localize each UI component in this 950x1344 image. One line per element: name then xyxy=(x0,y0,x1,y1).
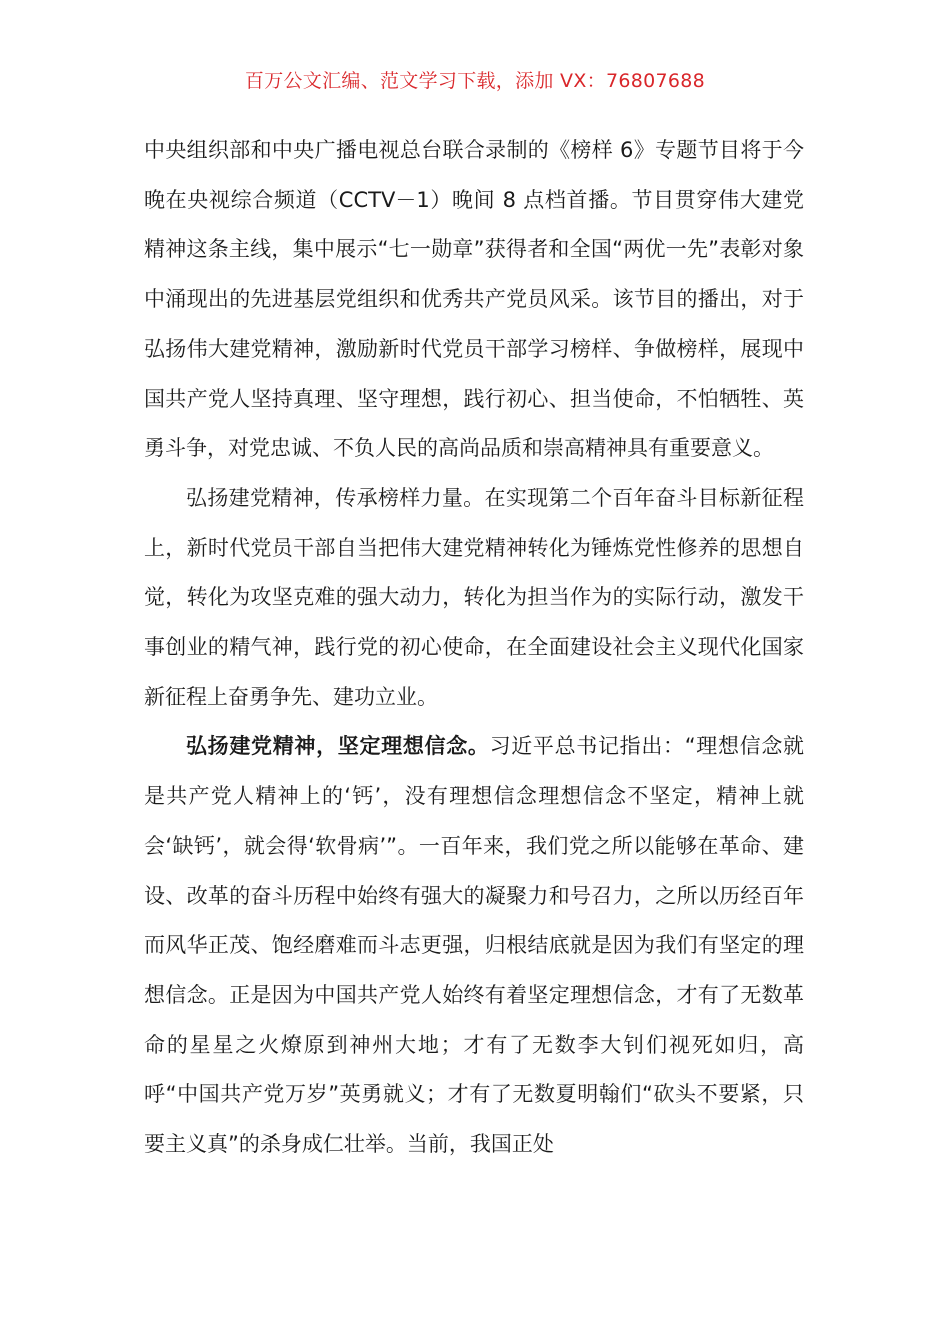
header-notice: 百万公文汇编、范文学习下载，添加 VX：76807688 xyxy=(244,70,706,92)
document-body xyxy=(144,126,804,1170)
paragraph-3-text: 习近平总书记指出：“理想信念就是共产党人精神上的‘钙’，没有理想信念理想信念不坚定，精神上就会‘缺钙’，就会得‘软骨病’”。一百年来，我们党之所以能够在革命、建设、改革的奋斗历程中始终有强大的凝聚力和号召力，之所以历经百年而风华正茂、饱经磨难而斗志更强，归根结底就是因为我们有坚定的理想信念。正是因为中国共产党人始终有着坚定理想信念，才有了无数革命的星星之火燎原到神州大地；才有了无数李大钊们视死如归，高呼“中国共产党万岁”英勇就义；才有了无数夏明翰们“砍头不要紧，只要主义真”的杀身成仁壮举。当前，我国正处 xyxy=(144,734,804,1157)
paragraph-3-lead: 弘扬建党精神，坚定理想信念。 xyxy=(186,734,490,759)
paragraph-3 xyxy=(144,722,804,1169)
paragraph-2-text: 弘扬建党精神，传承榜样力量。在实现第二个百年奋斗目标新征程上，新时代党员干部自当把伟大建党精神转化为锤炼党性修养的思想自觉，转化为攻坚克难的强大动力，转化为担当作为的实际行动，激发干事创业的精气神，践行党的初心使命，在全面建设社会主义现代化国家新征程上奋勇争先、建功立业。 xyxy=(144,485,804,709)
paragraph-1 xyxy=(144,126,804,474)
paragraph-1-text: 中央组织部和中央广播电视总台联合录制的《榜样 6》专题节目将于今晚在央视综合频道（CCTV－1）晚间 8 点档首播。节目贯穿伟大建党精神这条主线，集中展示“七一勋章”获得者和全国“两优一先”表彰对象中涌现出的先进基层党组织和优秀共产党员风采。该节目的播出，对于弘扬伟大建党精神，激励新时代党员干部学习榜样、争做榜样，展现中国共产党人坚持真理、坚守理想，践行初心、担当使命，不怕牺牲、英勇斗争，对党忠诚、不负人民的高尚品质和崇高精神具有重要意义。 xyxy=(144,138,804,461)
paragraph-2 xyxy=(144,474,804,723)
